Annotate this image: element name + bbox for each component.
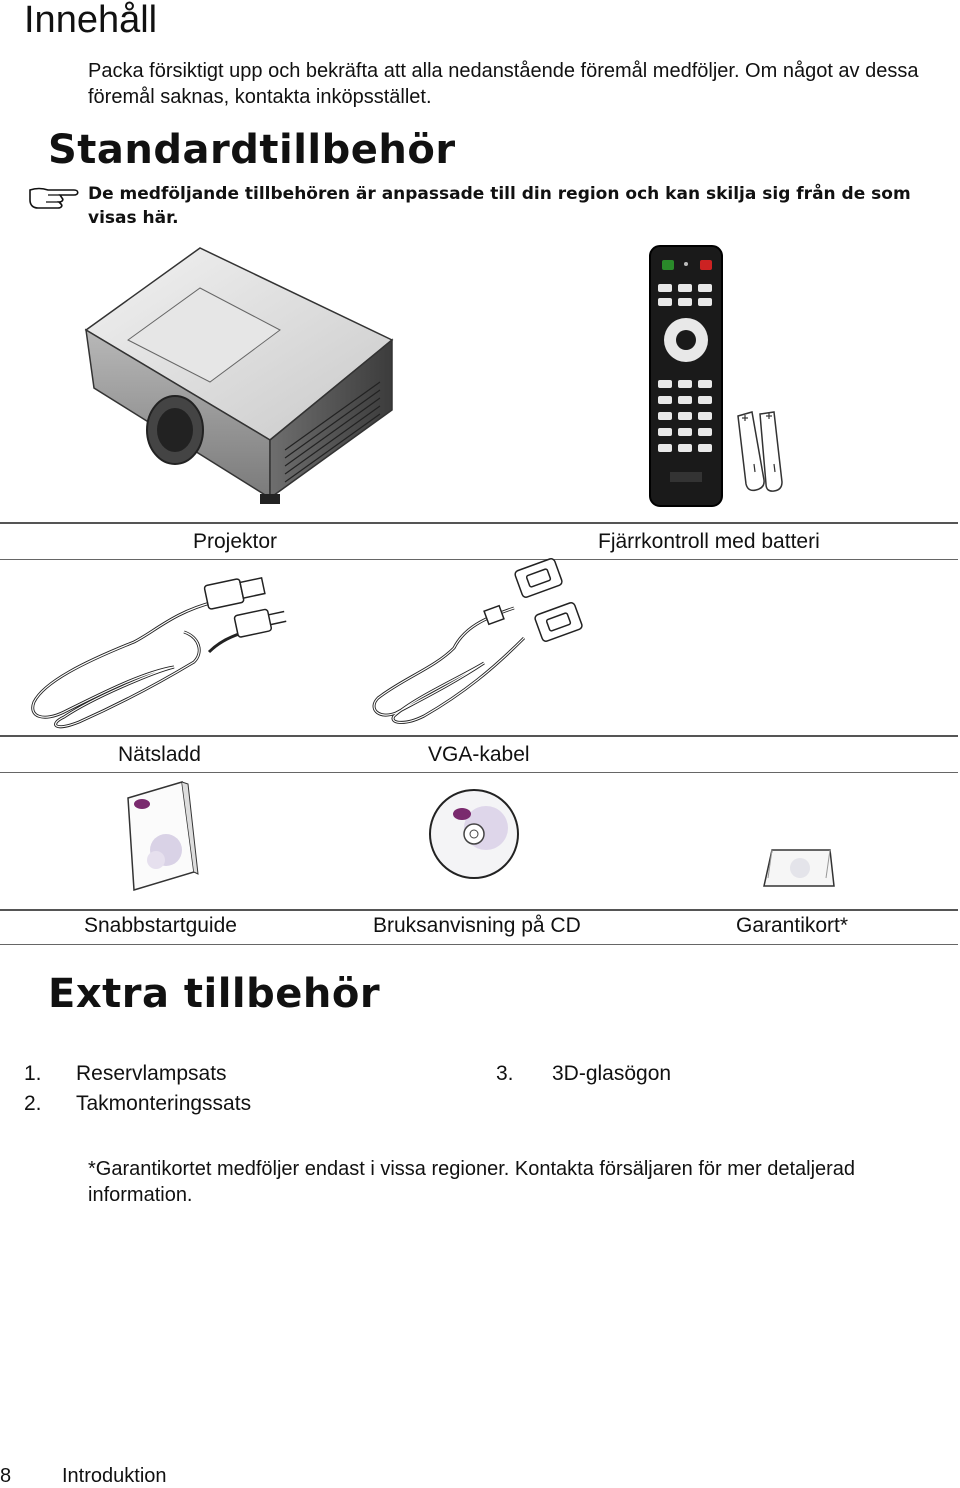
list-item xyxy=(24,1091,251,1117)
intro-text: Packa försiktigt upp och bekräfta att alla nedanstående föremål medföljer. Om något av dessa föremål saknas, kontakta inköpsstället. xyxy=(88,60,919,108)
pointing-hand-icon xyxy=(26,180,84,210)
list-item xyxy=(24,1061,227,1087)
list-number: 2. xyxy=(24,1092,42,1115)
list-label: Reservlampsats xyxy=(76,1062,227,1085)
list-label: 3D-glasögon xyxy=(552,1062,672,1085)
divider xyxy=(0,522,958,524)
remote-control-label: Fjärrkontroll med batteri xyxy=(598,530,820,553)
warranty-card-label: Garantikort* xyxy=(736,914,849,937)
page-title: Innehåll xyxy=(24,0,158,41)
warranty-card-image xyxy=(760,842,838,892)
power-cord-label: Nätsladd xyxy=(118,743,201,766)
list-number: 3. xyxy=(496,1062,514,1085)
list-label: Takmonteringssats xyxy=(76,1092,252,1115)
divider xyxy=(0,909,958,911)
divider xyxy=(0,944,958,945)
divider xyxy=(0,735,958,737)
projector-image xyxy=(80,240,400,510)
section-name: Introduktion xyxy=(62,1465,167,1487)
manual-cd-image xyxy=(428,788,520,880)
power-cord-image xyxy=(24,572,314,732)
page-number: 8 xyxy=(0,1465,12,1487)
standard-accessories-heading: Standardtillbehör xyxy=(48,127,456,173)
extra-accessories-heading: Extra tillbehör xyxy=(48,971,381,1017)
quick-start-guide-label: Snabbstartguide xyxy=(84,914,237,937)
vga-cable-label: VGA-kabel xyxy=(428,743,530,766)
batteries-image xyxy=(732,404,790,494)
divider xyxy=(0,559,958,560)
list-item xyxy=(496,1061,671,1087)
manual-cd-label: Bruksanvisning på CD xyxy=(373,914,581,937)
projector-label: Projektor xyxy=(193,530,278,553)
warranty-footnote: *Garantikortet medföljer endast i vissa regioner. Kontakta försäljaren för mer detaljerad information. xyxy=(88,1158,856,1206)
list-number: 1. xyxy=(24,1062,42,1085)
region-note: De medföljande tillbehören är anpassade till din region och kan skilja sig från de som visas här. xyxy=(88,184,911,228)
vga-cable-image xyxy=(364,568,594,728)
remote-control-image xyxy=(648,244,724,508)
quick-start-guide-image xyxy=(124,780,200,892)
divider xyxy=(0,772,958,773)
